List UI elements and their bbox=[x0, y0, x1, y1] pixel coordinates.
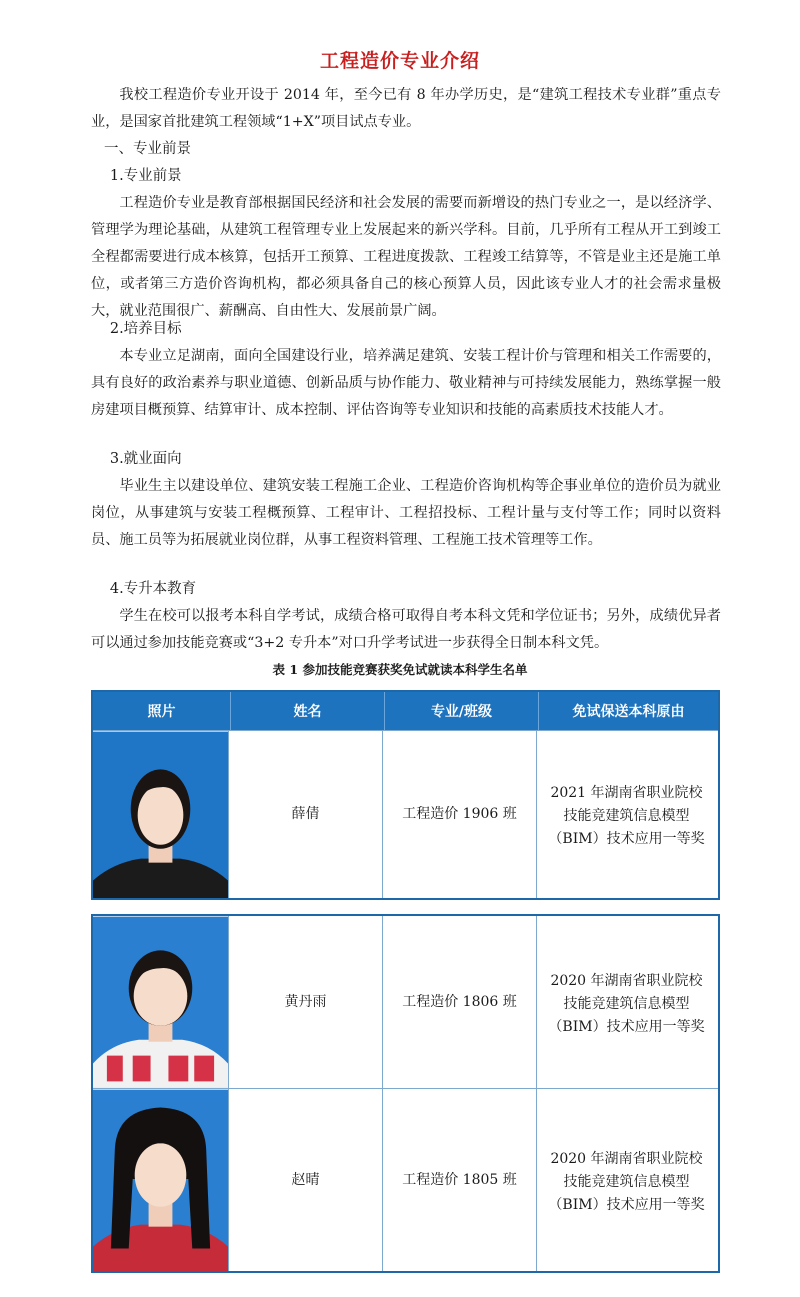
award-reason bbox=[537, 731, 716, 898]
table-row bbox=[93, 730, 718, 898]
section-heading: 一、专业前景 bbox=[104, 141, 192, 157]
student-class: 工程造价 1806 班 bbox=[383, 916, 537, 1088]
students-table bbox=[91, 690, 720, 900]
header-class: 专业/班级 bbox=[385, 692, 539, 730]
table-header bbox=[93, 692, 718, 730]
award-reason bbox=[537, 916, 716, 1088]
reason-line: 2021 年湖南省职业院校 bbox=[550, 785, 703, 801]
student-photo bbox=[93, 1089, 229, 1271]
student-photo bbox=[93, 916, 229, 1088]
table-row bbox=[93, 1088, 718, 1271]
header-reason: 免试保送本科原由 bbox=[572, 704, 685, 720]
student-class: 工程造价 1906 班 bbox=[383, 731, 537, 898]
header-photo: 照片 bbox=[93, 692, 231, 730]
student-class: 工程造价 1805 班 bbox=[383, 1089, 537, 1271]
paragraph-1: 工程造价专业是教育部根据国民经济和社会发展的需要而新增设的热门专业之一，是以经济学、管理学为理论基础，从建筑工程管理专业上发展起来的新兴学科。目前，几乎所有工程从开工到竣工全程都需要进行成本核算，包括开工预算、工程进度拨款、工程竣工结算等，不管是业主还是施工单位，或者第三方造价咨询机构，都必须具备自己的核心预算人员，因此该专业人才的社会需求量极大，就业范围很广、薪酬高、自由性大、发展前景广阔。 bbox=[91, 195, 721, 319]
student-name: 赵晴 bbox=[229, 1089, 383, 1271]
reason-line: （BIM）技术应用一等奖 bbox=[548, 831, 705, 847]
paragraph-2: 本专业立足湖南，面向全国建设行业，培养满足建筑、安装工程计价与管理和相关工作需要的，具有良好的政治素养与职业道德、创新品质与协作能力、敬业精神与可持续发展能力，熟练掌握一般房建项目概预算、结算审计、成本控制、评估咨询等专业知识和技能的高素质技术技能人才。 bbox=[91, 348, 721, 418]
students-table-continued bbox=[91, 914, 720, 1273]
reason-line: 2020 年湖南省职业院校 bbox=[550, 1150, 703, 1167]
paragraph-4: 学生在校可以报考本科自学考试，成绩合格可取得自考本科文凭和学位证书；另外，成绩优异者可以通过参加技能竞赛或“3+2 专升本”对口升学考试进一步获得全日制本科文凭。 bbox=[91, 608, 721, 651]
reason-line: （BIM）技术应用一等奖 bbox=[548, 1018, 705, 1035]
reason-line: 2020 年湖南省职业院校 bbox=[550, 972, 703, 989]
reason-line: （BIM）技术应用一等奖 bbox=[548, 1196, 705, 1213]
header-name: 姓名 bbox=[231, 692, 385, 730]
award-reason bbox=[537, 1089, 716, 1271]
intro-paragraph: 我校工程造价专业开设于 2014 年，至今已有 8 年办学历史，是“建筑工程技术专业群”重点专业，是国家首批建筑工程领域“1+X”项目试点专业。 bbox=[91, 87, 721, 130]
student-name: 黄丹雨 bbox=[229, 916, 383, 1088]
subheading-4: 4.专升本教育 bbox=[109, 581, 197, 597]
table-row bbox=[93, 916, 718, 1088]
paragraph-3: 毕业生主以建设单位、建筑安装工程施工企业、工程造价咨询机构等企事业单位的造价员为就业岗位，从事建筑与安装工程概预算、工程审计、工程招投标、工程计量与支付等工作；同时以资料员、施工员等为拓展就业岗位群，从事工程资料管理、工程施工技术管理等工作。 bbox=[91, 478, 721, 548]
student-name: 薛倩 bbox=[229, 731, 383, 898]
subheading-2: 2.培养目标 bbox=[109, 321, 182, 337]
page-title: 工程造价专业介绍 bbox=[319, 50, 480, 72]
subheading-3: 3.就业面向 bbox=[109, 451, 182, 467]
table-caption: 表 1 参加技能竞赛获奖免试就读本科学生名单 bbox=[272, 662, 528, 677]
reason-line: 技能竞建筑信息模型 bbox=[563, 808, 690, 824]
reason-line: 技能竞建筑信息模型 bbox=[563, 1173, 690, 1190]
reason-line: 技能竞建筑信息模型 bbox=[563, 995, 690, 1012]
student-photo bbox=[93, 731, 229, 898]
subheading-1: 1.专业前景 bbox=[109, 168, 182, 184]
